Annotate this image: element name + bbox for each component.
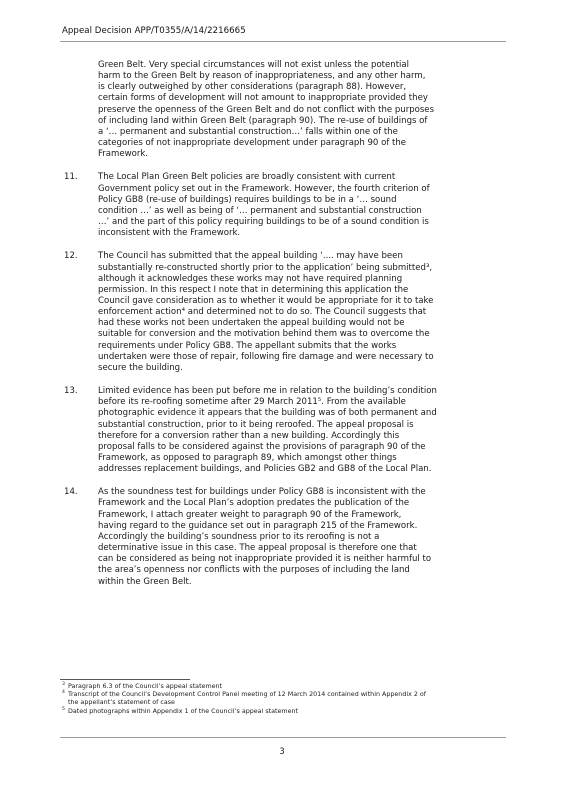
- paragraph-line: condition …’ as well as being of ‘… permanent and substantial construction: [98, 205, 422, 216]
- paragraph-line: Framework.: [98, 149, 149, 160]
- paragraph-line: of including land within Green Belt (paragraph 90). The re-use of buildings of: [98, 115, 428, 126]
- paragraph-line: permission. In this respect I note that in determining this application the: [98, 284, 409, 295]
- paragraph-number: 11.: [64, 172, 78, 183]
- paragraph-line: Policy GB8 (re-use of buildings) requires buildings to be in a ‘… sound: [98, 194, 397, 205]
- header-divider: [60, 41, 506, 42]
- paragraph-line: determinative issue in this case. The appeal proposal is therefore one that: [98, 543, 417, 554]
- paragraph-line: requirements under Policy GB8. The appellant submits that the works: [98, 340, 397, 351]
- paragraph-line: As the soundness test for buildings under Policy GB8 is inconsistent with the: [98, 487, 426, 498]
- paragraph-number: 14.: [64, 487, 78, 498]
- paragraph-line: photographic evidence it appears that the building was of both permanent and: [98, 408, 437, 419]
- paragraph-line: the area’s openness nor conflicts with the purposes of including the land: [98, 565, 410, 576]
- footnote: [62, 683, 522, 691]
- document-body: [64, 60, 520, 600]
- paragraph-line: Framework and the Local Plan’s adoption predates the publication of the: [98, 498, 410, 509]
- paragraph-line: although it acknowledges these works may not have required planning: [98, 273, 403, 284]
- paragraph-line: therefore for a conversion rather than a new building. Accordingly this: [98, 430, 400, 441]
- paragraph-line: within the Green Belt.: [98, 576, 192, 587]
- footnote-mark: 4: [62, 690, 65, 696]
- page-number: 3: [279, 746, 285, 756]
- paragraph-line: Framework, as opposed to paragraph 89, which amongst other things: [98, 453, 397, 463]
- paragraph-line: Council gave consideration as to whether it would be appropriate for it to take: [98, 295, 434, 306]
- paragraph-line: undertaken were those of repair, following fire damage and were necessary to: [98, 351, 434, 362]
- numbered-paragraph: [64, 386, 520, 475]
- footnote: [62, 708, 522, 716]
- paragraph-line: Limited evidence has been put before me in relation to the building’s condition: [98, 386, 437, 397]
- numbered-paragraph: [64, 487, 520, 587]
- paragraph-continuation: [64, 60, 520, 160]
- footnote-text: Paragraph 6.3 of the Council’s appeal statement: [68, 683, 223, 690]
- paragraph-line: substantially re-constructed shortly prior to the application’ being submitted³,: [98, 262, 433, 273]
- paragraph-line: secure the building.: [98, 362, 183, 373]
- paragraph-line: Green Belt. Very special circumstances will not exist unless the potential: [98, 60, 410, 70]
- paragraph-number: 13.: [64, 386, 78, 397]
- paragraph-line: addresses replacement buildings, and Policies GB2 and GB8 of the Local Plan.: [98, 464, 432, 475]
- paragraph-number: 12.: [64, 251, 78, 262]
- footnote-divider: [60, 679, 190, 680]
- paragraph-line: inconsistent with the Framework.: [98, 228, 241, 239]
- footnote-mark: 3: [62, 682, 65, 687]
- paragraph-line: preserve the openness of the Green Belt and do not conflict with the purposes: [98, 104, 435, 115]
- paragraph-line: substantial construction, prior to it being reroofed. The appeal proposal is: [98, 419, 414, 430]
- paragraph-line: Framework, I attach greater weight to paragraph 90 of the Framework,: [98, 509, 402, 520]
- paragraph-line: …’ and the part of this policy requiring buildings to be of a sound condition is: [98, 217, 429, 228]
- paragraph-line: The Council has submitted that the appeal building ‘.... may have been: [98, 251, 403, 262]
- paragraph-line: categories of not inappropriate development under paragraph 90 of the: [98, 138, 407, 149]
- paragraph-line: enforcement action⁴ and determined not to do so. The Council suggests that: [98, 307, 427, 318]
- paragraph-line: had these works not been undertaken the appeal building would not be: [98, 318, 405, 329]
- paragraph-line: can be considered as being not inappropriate provided it is neither harmful to: [98, 554, 432, 565]
- footnote-text: Dated photographs within Appendix 1 of the Council’s appeal statement: [68, 707, 299, 715]
- paragraph-line: a ‘… permanent and substantial construction…’ falls within one of the: [98, 126, 398, 137]
- paragraph-line: suitable for conversion and the motivation behind them was to overcome the: [98, 329, 430, 340]
- numbered-paragraph: [64, 251, 520, 374]
- paragraph-line: The Local Plan Green Belt policies are broadly consistent with current: [98, 172, 396, 183]
- running-header: Appeal Decision APP/T0355/A/14/2216665: [62, 26, 246, 36]
- paragraph-line: harm to the Green Belt by reason of inappropriateness, and any other harm,: [98, 71, 426, 82]
- paragraph-line: is clearly outweighed by other considerations (paragraph 88). However,: [98, 82, 407, 93]
- paragraph-line: certain forms of development will not amount to inappropriate provided they: [98, 93, 428, 104]
- paragraph-line: before its re-roofing sometime after 29 March 2011⁵. From the available: [98, 397, 406, 408]
- footer-divider: [60, 737, 506, 738]
- footnote-text: Transcript of the Council’s Development Control Panel meeting of 12 March 2014 contained within Appendix 2 of: [68, 691, 427, 699]
- paragraph-line: having regard to the guidance set out in paragraph 215 of the Framework.: [98, 520, 418, 531]
- footnote-mark: 5: [62, 706, 65, 712]
- paragraph-line: Government policy set out in the Framework. However, the fourth criterion of: [98, 183, 430, 194]
- numbered-paragraph: [64, 172, 520, 239]
- footnotes: [62, 683, 522, 716]
- paragraph-line: proposal falls to be considered against the provisions of paragraph 90 of the: [98, 441, 426, 452]
- footnote: [62, 691, 522, 707]
- footnote-text: the appellant’s statement of case: [68, 699, 175, 707]
- paragraph-line: Accordingly the building’s soundness prior to its reroofing is not a: [98, 531, 380, 542]
